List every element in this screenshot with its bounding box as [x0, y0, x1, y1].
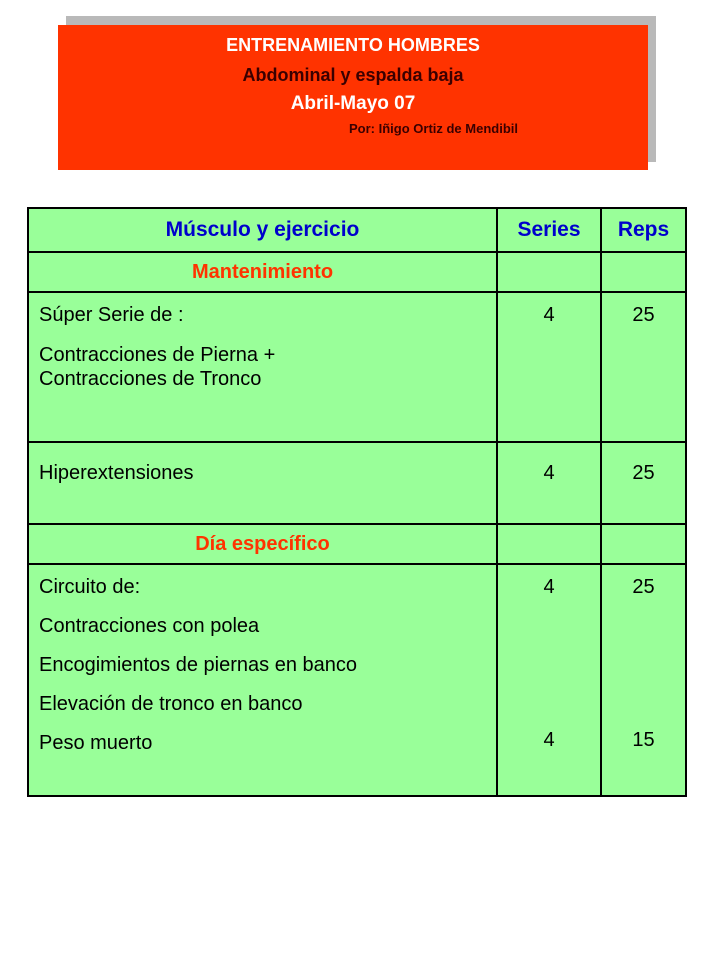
- reps-cell: [601, 442, 686, 524]
- banner-date: Abril-Mayo 07: [290, 93, 416, 114]
- exercise-line: Peso muerto: [39, 732, 153, 754]
- exercise-line: Hiperextensiones: [39, 462, 194, 484]
- reps-value: 25: [632, 462, 655, 484]
- banner-subtitle: Abdominal y espalda baja: [242, 65, 464, 85]
- section-empty-cell: [601, 524, 686, 564]
- exercise-line: Elevación de tronco en banco: [39, 693, 303, 715]
- header-series: Series: [497, 208, 601, 252]
- table-row: [28, 564, 686, 796]
- exercise-line: Contracciones de Pierna +: [39, 344, 276, 366]
- series-value: 4: [543, 576, 555, 598]
- banner-title: ENTRENAMIENTO HOMBRES: [226, 35, 480, 55]
- title-banner: [58, 25, 648, 170]
- reps-value: 25: [632, 576, 655, 598]
- training-table: [27, 207, 687, 797]
- series-value: 4: [543, 729, 555, 751]
- table-header-row: [28, 208, 686, 252]
- table-row: [28, 292, 686, 442]
- series-cell: [497, 442, 601, 524]
- exercise-cell: [28, 292, 497, 442]
- series-cell: [497, 564, 601, 796]
- exercise-cell: [28, 564, 497, 796]
- section-label-maintenance: Mantenimiento: [28, 252, 497, 292]
- reps-cell: [601, 564, 686, 796]
- table-row: [28, 442, 686, 524]
- section-empty-cell: [497, 524, 601, 564]
- reps-cell: [601, 292, 686, 442]
- exercise-line: Súper Serie de :: [39, 304, 184, 326]
- section-empty-cell: [601, 252, 686, 292]
- section-label-specific-day: Día específico: [28, 524, 497, 564]
- header-reps: Reps: [601, 208, 686, 252]
- reps-value: 15: [632, 729, 655, 751]
- exercise-line: Encogimientos de piernas en banco: [39, 654, 357, 676]
- series-value: 4: [543, 304, 555, 326]
- series-cell: [497, 292, 601, 442]
- exercise-line: Contracciones de Tronco: [39, 368, 262, 390]
- banner-author: Por: Iñigo Ortiz de Mendibil: [349, 121, 518, 136]
- exercise-cell: [28, 442, 497, 524]
- header-exercise: Músculo y ejercicio: [28, 208, 497, 252]
- reps-value: 25: [632, 304, 655, 326]
- section-empty-cell: [497, 252, 601, 292]
- section-row-specific-day: [28, 524, 686, 564]
- exercise-line: Contracciones con polea: [39, 615, 260, 637]
- series-value: 4: [543, 462, 555, 484]
- exercise-line: Circuito de:: [39, 576, 141, 598]
- section-row-maintenance: [28, 252, 686, 292]
